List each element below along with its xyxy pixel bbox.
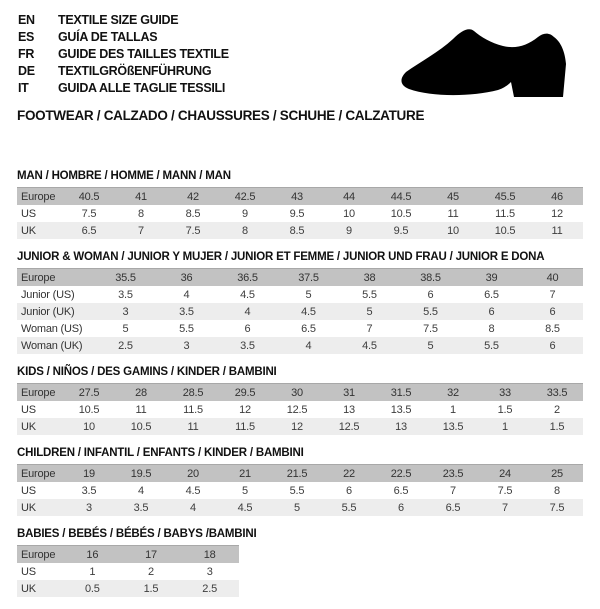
size-cell: 41: [115, 188, 167, 206]
size-cell: 5: [294, 501, 300, 514]
size-cell: 28.5: [167, 384, 219, 402]
language-label: GUÍA DE TALLAS: [58, 30, 158, 44]
size-cell: 30: [271, 384, 323, 402]
table-title: MAN / HOMBRE / HOMME / MANN / MAN: [17, 170, 231, 182]
size-cell: 25: [531, 465, 583, 483]
size-cell: 6: [398, 501, 404, 514]
size-cell: 21.5: [271, 465, 323, 483]
size-cell: 22: [323, 465, 375, 483]
table-row: [17, 499, 583, 516]
row-label: Europe: [17, 384, 63, 402]
size-cell: 6: [427, 288, 434, 301]
size-cell: 28: [115, 384, 167, 402]
size-cell: 8: [488, 322, 495, 335]
table-row: [17, 205, 583, 222]
size-cell: 35.5: [95, 269, 156, 287]
size-cell: 37.5: [278, 269, 339, 287]
size-cell: 7.5: [423, 322, 438, 335]
size-cell: 7.5: [497, 484, 513, 497]
row-label: Woman (US): [21, 322, 83, 335]
size-cell: 42: [167, 188, 219, 206]
size-cell: 38.5: [400, 269, 461, 287]
language-code: FR: [18, 47, 35, 61]
row-label: Europe: [17, 546, 63, 564]
size-cell: 1: [450, 403, 456, 416]
size-cell: 19: [63, 465, 115, 483]
size-cell: 7: [549, 288, 556, 301]
table-row: [17, 563, 239, 580]
size-cell: 7: [366, 322, 373, 335]
size-cell: 45: [427, 188, 479, 206]
size-cell: 4.5: [301, 305, 316, 318]
size-cell: 10.5: [130, 420, 152, 433]
language-label: TEXTILGRÖßENFÜHRUNG: [58, 64, 212, 78]
size-cell: 13.5: [390, 403, 412, 416]
table-row: [17, 418, 583, 435]
size-cell: 40: [522, 269, 583, 287]
size-cell: 6.5: [393, 484, 409, 497]
size-cell: 12: [291, 420, 303, 433]
language-code: DE: [18, 64, 35, 78]
size-cell: 12: [551, 207, 563, 220]
size-cell: 10: [83, 420, 95, 433]
size-cell: 4.5: [237, 501, 253, 514]
size-cell: 5.5: [484, 339, 499, 352]
size-cell: 5: [366, 305, 373, 318]
row-label: UK: [21, 224, 36, 237]
size-cell: 4.5: [240, 288, 255, 301]
language-code: EN: [18, 13, 35, 27]
language-row: [18, 63, 229, 80]
size-cell: 9: [242, 207, 248, 220]
size-cell: 44: [323, 188, 375, 206]
table-title: BABIES / BEBÉS / BÉBÉS / BABYS /BAMBINI: [17, 528, 257, 540]
size-tables: [17, 170, 583, 609]
language-code: IT: [18, 81, 29, 95]
size-cell: 3: [183, 339, 190, 352]
size-cell: 3.5: [240, 339, 255, 352]
size-cell: 8: [554, 484, 560, 497]
size-cell: 10.5: [78, 403, 100, 416]
language-label: TEXTILE SIZE GUIDE: [58, 13, 179, 27]
row-label: Europe: [17, 188, 63, 206]
size-cell: 8.5: [185, 207, 201, 220]
header-row: [17, 384, 583, 402]
size-cell: 23.5: [427, 465, 479, 483]
size-cell: 19.5: [115, 465, 167, 483]
size-cell: 6: [549, 339, 556, 352]
size-cell: 8: [242, 224, 248, 237]
size-cell: 6.5: [301, 322, 316, 335]
size-cell: 16: [63, 546, 122, 564]
size-cell: 1: [502, 420, 508, 433]
size-cell: 2.5: [118, 339, 133, 352]
size-cell: 4: [183, 288, 190, 301]
size-cell: 36.5: [217, 269, 278, 287]
size-table-babies: [17, 545, 239, 597]
size-cell: 1: [89, 565, 96, 578]
category-heading: FOOTWEAR / CALZADO / CHAUSSURES / SCHUHE / CALZATURE: [17, 108, 425, 123]
size-cell: 3.5: [81, 484, 97, 497]
size-cell: 11.5: [495, 207, 515, 220]
size-cell: 3.5: [133, 501, 149, 514]
size-cell: 6: [488, 305, 495, 318]
language-row: [18, 12, 229, 29]
size-cell: 5: [305, 288, 312, 301]
header-row: [17, 546, 239, 564]
row-label: Junior (US): [21, 288, 75, 301]
table-title: KIDS / NIÑOS / DES GAMINS / KINDER / BAMBINI: [17, 366, 277, 378]
table-row: [17, 222, 583, 239]
size-cell: 33.5: [531, 384, 583, 402]
size-cell: 6.5: [445, 501, 461, 514]
header-row: [17, 465, 583, 483]
size-cell: 3.5: [179, 305, 194, 318]
size-cell: 33: [479, 384, 531, 402]
language-label: GUIDA ALLE TAGLIE TESSILI: [58, 81, 226, 95]
row-label: UK: [21, 420, 36, 433]
size-cell: 43: [271, 188, 323, 206]
row-label: US: [21, 565, 36, 578]
size-cell: 5: [122, 322, 129, 335]
size-cell: 29.5: [219, 384, 271, 402]
language-label: GUIDE DES TAILLES TEXTILE: [58, 47, 229, 61]
size-cell: 11.5: [235, 420, 255, 433]
size-cell: 7: [138, 224, 144, 237]
size-cell: 22.5: [375, 465, 427, 483]
size-cell: 8.5: [289, 224, 305, 237]
size-cell: 7: [502, 501, 508, 514]
size-cell: 13: [395, 420, 407, 433]
size-section-babies: [17, 528, 583, 597]
table-row: [17, 401, 583, 418]
table-row: [17, 320, 583, 337]
size-cell: 13.5: [442, 420, 464, 433]
row-label: Woman (UK): [21, 339, 83, 352]
size-cell: 3: [122, 305, 129, 318]
size-cell: 2: [148, 565, 154, 578]
size-table-junior-woman: [17, 268, 583, 354]
language-list: [18, 12, 229, 97]
size-cell: 4: [190, 501, 196, 514]
size-table-kids: [17, 383, 583, 435]
size-cell: 12: [239, 403, 251, 416]
table-row: [17, 303, 583, 320]
size-cell: 6.5: [484, 288, 499, 301]
size-cell: 9.5: [289, 207, 305, 220]
row-label: Europe: [17, 465, 63, 483]
size-cell: 5: [242, 484, 248, 497]
size-cell: 42.5: [219, 188, 271, 206]
size-cell: 6.5: [81, 224, 97, 237]
row-label: UK: [21, 501, 36, 514]
size-cell: 20: [167, 465, 219, 483]
size-cell: 8: [138, 207, 144, 220]
size-cell: 7.5: [81, 207, 97, 220]
size-cell: 7.5: [185, 224, 201, 237]
table-title: JUNIOR & WOMAN / JUNIOR Y MUJER / JUNIOR ET FEMME / JUNIOR UND FRAU / JUNIOR E DONA: [17, 251, 545, 263]
size-cell: 46: [531, 188, 583, 206]
language-row: [18, 46, 229, 63]
size-cell: 27.5: [63, 384, 115, 402]
size-cell: 24: [479, 465, 531, 483]
size-section-junior-woman: [17, 251, 583, 354]
size-cell: 10.5: [494, 224, 516, 237]
table-title: CHILDREN / INFANTIL / ENFANTS / KINDER / BAMBINI: [17, 447, 304, 459]
size-cell: 4: [138, 484, 144, 497]
size-cell: 12.5: [338, 420, 360, 433]
shoe-icon: [396, 12, 586, 104]
size-cell: 10.5: [390, 207, 412, 220]
language-row: [18, 29, 229, 46]
size-cell: 2.5: [202, 582, 217, 595]
table-row: [17, 482, 583, 499]
row-label: US: [21, 484, 36, 497]
size-cell: 21: [219, 465, 271, 483]
size-cell: 5.5: [423, 305, 438, 318]
size-cell: 4.5: [185, 484, 201, 497]
size-cell: 4.5: [362, 339, 377, 352]
size-cell: 11.5: [183, 403, 203, 416]
size-table-man: [17, 187, 583, 239]
size-cell: 44.5: [375, 188, 427, 206]
row-label: Europe: [17, 269, 95, 287]
size-cell: 13: [343, 403, 355, 416]
size-cell: 36: [156, 269, 217, 287]
size-cell: 9.5: [393, 224, 409, 237]
table-row: [17, 286, 583, 303]
size-cell: 1.5: [143, 582, 159, 595]
size-cell: 1.5: [549, 420, 565, 433]
size-cell: 38: [339, 269, 400, 287]
size-cell: 8.5: [545, 322, 560, 335]
size-cell: 1.5: [497, 403, 513, 416]
header-row: [17, 188, 583, 206]
size-cell: 12.5: [286, 403, 308, 416]
size-cell: 3: [86, 501, 92, 514]
size-cell: 3: [206, 565, 213, 578]
row-label: Junior (UK): [21, 305, 75, 318]
size-cell: 5.5: [341, 501, 357, 514]
row-label: UK: [21, 582, 36, 595]
size-cell: 6: [244, 322, 251, 335]
size-table-children: [17, 464, 583, 516]
size-cell: 18: [180, 546, 239, 564]
size-cell: 6: [549, 305, 556, 318]
row-label: US: [21, 207, 36, 220]
size-cell: 32: [427, 384, 479, 402]
row-label: US: [21, 403, 36, 416]
size-cell: 7: [450, 484, 456, 497]
size-cell: 5.5: [289, 484, 305, 497]
size-cell: 11: [551, 224, 563, 237]
size-section-man: [17, 170, 583, 239]
language-code: ES: [18, 30, 35, 44]
size-cell: 40.5: [63, 188, 115, 206]
size-section-children: [17, 447, 583, 516]
size-cell: 11: [135, 403, 147, 416]
size-cell: 0.5: [84, 582, 100, 595]
size-cell: 31.5: [375, 384, 427, 402]
table-row: [17, 580, 239, 597]
size-cell: 6: [346, 484, 352, 497]
size-cell: 45.5: [479, 188, 531, 206]
size-section-kids: [17, 366, 583, 435]
size-cell: 4: [305, 339, 312, 352]
size-cell: 2: [554, 403, 560, 416]
size-cell: 10: [447, 224, 459, 237]
size-cell: 7.5: [549, 501, 565, 514]
size-cell: 4: [244, 305, 251, 318]
header-row: [17, 269, 583, 287]
size-cell: 9: [346, 224, 352, 237]
size-cell: 31: [323, 384, 375, 402]
size-cell: 39: [461, 269, 522, 287]
language-row: [18, 80, 229, 97]
size-cell: 5.5: [179, 322, 194, 335]
size-cell: 11: [187, 420, 199, 433]
size-cell: 17: [122, 546, 181, 564]
size-cell: 5: [427, 339, 434, 352]
size-cell: 5.5: [362, 288, 377, 301]
size-cell: 3.5: [118, 288, 133, 301]
size-cell: 11: [447, 207, 459, 220]
size-cell: 10: [343, 207, 355, 220]
table-row: [17, 337, 583, 354]
